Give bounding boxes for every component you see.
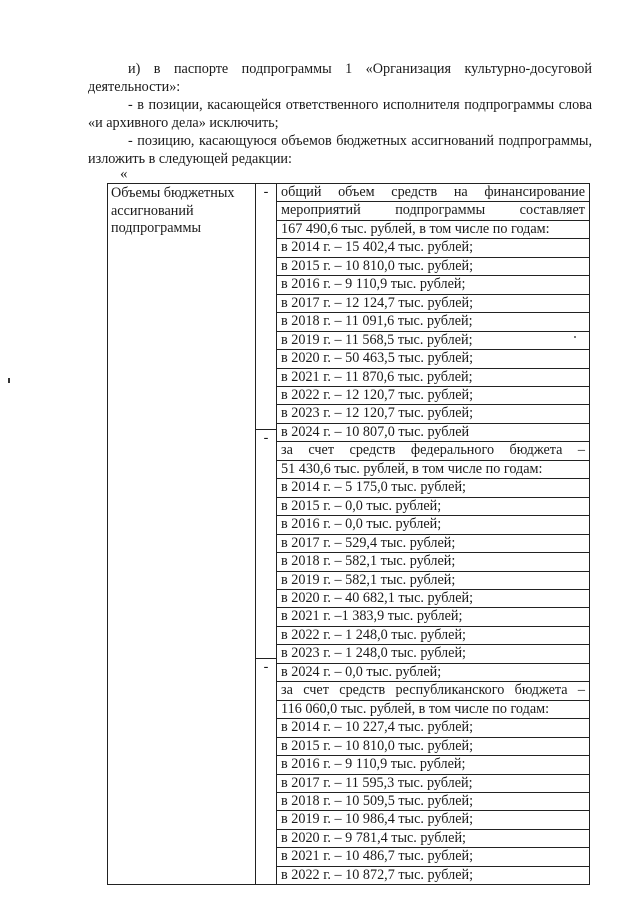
funding-header-line: за счет средств республиканского бюджета –	[277, 682, 589, 700]
year-amount-line: в 2017 г. – 12 124,7 тыс. рублей;	[277, 295, 589, 313]
dash-spacer	[256, 500, 276, 518]
dash-spacer	[256, 746, 276, 764]
year-amount-line: в 2018 г. – 11 091,6 тыс. рублей;	[277, 313, 589, 331]
dash-spacer	[256, 324, 276, 342]
paragraph-item-i: и) в паспорте подпрограммы 1 «Организация культурно-досуговой деятельности»:	[88, 61, 592, 95]
row-label-cell	[108, 184, 256, 885]
funding-header-line: за счет средств федерального бюджета –	[277, 442, 589, 460]
year-amount-line: в 2014 г. – 10 227,4 тыс. рублей;	[277, 719, 589, 737]
paragraph-responsible-executor: - в позиции, касающейся ответственного исполнителя подпрограммы слова «и архивного дела» исключить;	[88, 97, 592, 131]
year-amount-line: в 2024 г. – 10 807,0 тыс. рублей	[281, 423, 470, 440]
year-amount-line: в 2015 г. – 0,0 тыс. рублей;	[277, 498, 589, 516]
year-amount-line: в 2019 г. – 10 986,4 тыс. рублей;	[277, 811, 589, 829]
year-amount-line: в 2019 г. – 11 568,5 тыс. рублей;	[277, 332, 589, 350]
dash-block	[256, 430, 276, 659]
passport-table	[107, 183, 590, 885]
dash-spacer	[256, 465, 276, 483]
year-amount-line: в 2016 г. – 0,0 тыс. рублей;	[277, 516, 589, 534]
dash-spacer	[256, 588, 276, 606]
scan-speck	[8, 378, 10, 383]
year-amount-line: в 2020 г. – 9 781,4 тыс. рублей;	[277, 830, 589, 848]
funding-header-line: мероприятий подпрограммы составляет	[277, 202, 589, 220]
dash-spacer	[256, 448, 276, 466]
opening-quote-mark: «	[120, 166, 128, 182]
dash-column	[255, 184, 276, 885]
dash-spacer	[256, 359, 276, 377]
dash-spacer	[256, 605, 276, 623]
paragraph-budget-allocations: - позицию, касающуюся объемов бюджетных ассигнований подпрограммы, изложить в следующей редакции:	[88, 133, 592, 167]
bullet-dash: -	[263, 184, 269, 200]
year-amount-line: в 2016 г. – 9 110,9 тыс. рублей;	[277, 276, 589, 294]
dash-spacer	[256, 570, 276, 588]
funding-block	[277, 184, 589, 442]
year-amount-line: в 2021 г. – 10 486,7 тыс. рублей;	[277, 848, 589, 866]
bullet-dash: -	[263, 658, 269, 675]
funding-block	[277, 442, 589, 682]
year-amount-line: в 2020 г. – 40 682,1 тыс. рублей;	[277, 590, 589, 608]
dash-spacer	[256, 729, 276, 747]
funding-header-line: общий объем средств на финансирование	[277, 184, 589, 202]
dash-spacer	[256, 219, 276, 237]
dash-spacer	[256, 342, 276, 360]
dash-spacer	[256, 553, 276, 571]
funding-header-line: 51 430,6 тыс. рублей, в том числе по годам:	[277, 461, 589, 479]
dash-spacer	[256, 640, 276, 658]
year-amount-line: в 2024 г. – 0,0 тыс. рублей;	[281, 663, 442, 680]
dash-spacer	[256, 412, 276, 430]
year-amount-line: в 2015 г. – 10 810,0 тыс. рублей;	[277, 258, 589, 276]
row-label-line: ассигнований	[111, 202, 194, 219]
year-amount-line: в 2017 г. – 529,4 тыс. рублей;	[277, 535, 589, 553]
dash-spacer	[256, 394, 276, 412]
content-column	[277, 184, 590, 885]
dash-spacer	[256, 535, 276, 553]
dash-spacer	[256, 518, 276, 536]
funding-header-line: 116 060,0 тыс. рублей, в том числе по годам:	[277, 701, 589, 719]
passport-row-budget	[108, 184, 590, 885]
year-amount-line: в 2014 г. – 5 175,0 тыс. рублей;	[277, 479, 589, 497]
year-amount-line: в 2018 г. – 582,1 тыс. рублей;	[277, 553, 589, 571]
funding-header-line: 167 490,6 тыс. рублей, в том числе по годам:	[277, 221, 589, 239]
dash-spacer	[256, 834, 276, 852]
year-amount-line: в 2018 г. – 10 509,5 тыс. рублей;	[277, 793, 589, 811]
dash-spacer	[256, 307, 276, 325]
year-amount-line: в 2022 г. – 12 120,7 тыс. рублей;	[277, 387, 589, 405]
year-amount-line: в 2023 г. – 1 248,0 тыс. рублей;	[277, 645, 589, 663]
dash-spacer	[256, 289, 276, 307]
dash-spacer	[256, 237, 276, 255]
year-amount-line: в 2021 г. –1 383,9 тыс. рублей;	[277, 608, 589, 626]
dash-spacer	[256, 816, 276, 834]
dash-spacer	[256, 254, 276, 272]
dash-spacer	[256, 676, 276, 694]
year-amount-line: в 2023 г. – 12 120,7 тыс. рублей;	[277, 405, 589, 423]
dash-spacer	[256, 377, 276, 395]
dash-spacer	[256, 694, 276, 712]
funding-block	[277, 682, 589, 884]
dash-spacer	[256, 764, 276, 782]
bullet-dash: -	[263, 430, 269, 446]
year-amount-line: в 2022 г. – 1 248,0 тыс. рублей;	[277, 627, 589, 645]
row-label-line: Объемы бюджетных	[111, 185, 235, 201]
dash-spacer	[256, 483, 276, 501]
dash-block	[256, 659, 276, 852]
dash-block	[256, 184, 276, 430]
dash-spacer	[256, 623, 276, 641]
year-amount-line: в 2020 г. – 50 463,5 тыс. рублей;	[277, 350, 589, 368]
dash-spacer	[256, 272, 276, 290]
dash-spacer	[256, 711, 276, 729]
year-amount-line: в 2014 г. – 15 402,4 тыс. рублей;	[277, 239, 589, 257]
dash-spacer	[256, 781, 276, 799]
scan-dot	[574, 336, 576, 338]
year-amount-line: в 2016 г. – 9 110,9 тыс. рублей;	[277, 756, 589, 774]
row-label-line: подпрограммы	[111, 220, 201, 236]
year-amount-line: в 2015 г. – 10 810,0 тыс. рублей;	[277, 738, 589, 756]
dash-spacer	[256, 202, 276, 220]
year-amount-line: в 2017 г. – 11 595,3 тыс. рублей;	[277, 775, 589, 793]
year-amount-line: в 2019 г. – 582,1 тыс. рублей;	[277, 572, 589, 590]
dash-spacer	[256, 799, 276, 817]
year-amount-line: в 2022 г. – 10 872,7 тыс. рублей;	[281, 866, 474, 883]
year-amount-line: в 2021 г. – 11 870,6 тыс. рублей;	[277, 369, 589, 387]
